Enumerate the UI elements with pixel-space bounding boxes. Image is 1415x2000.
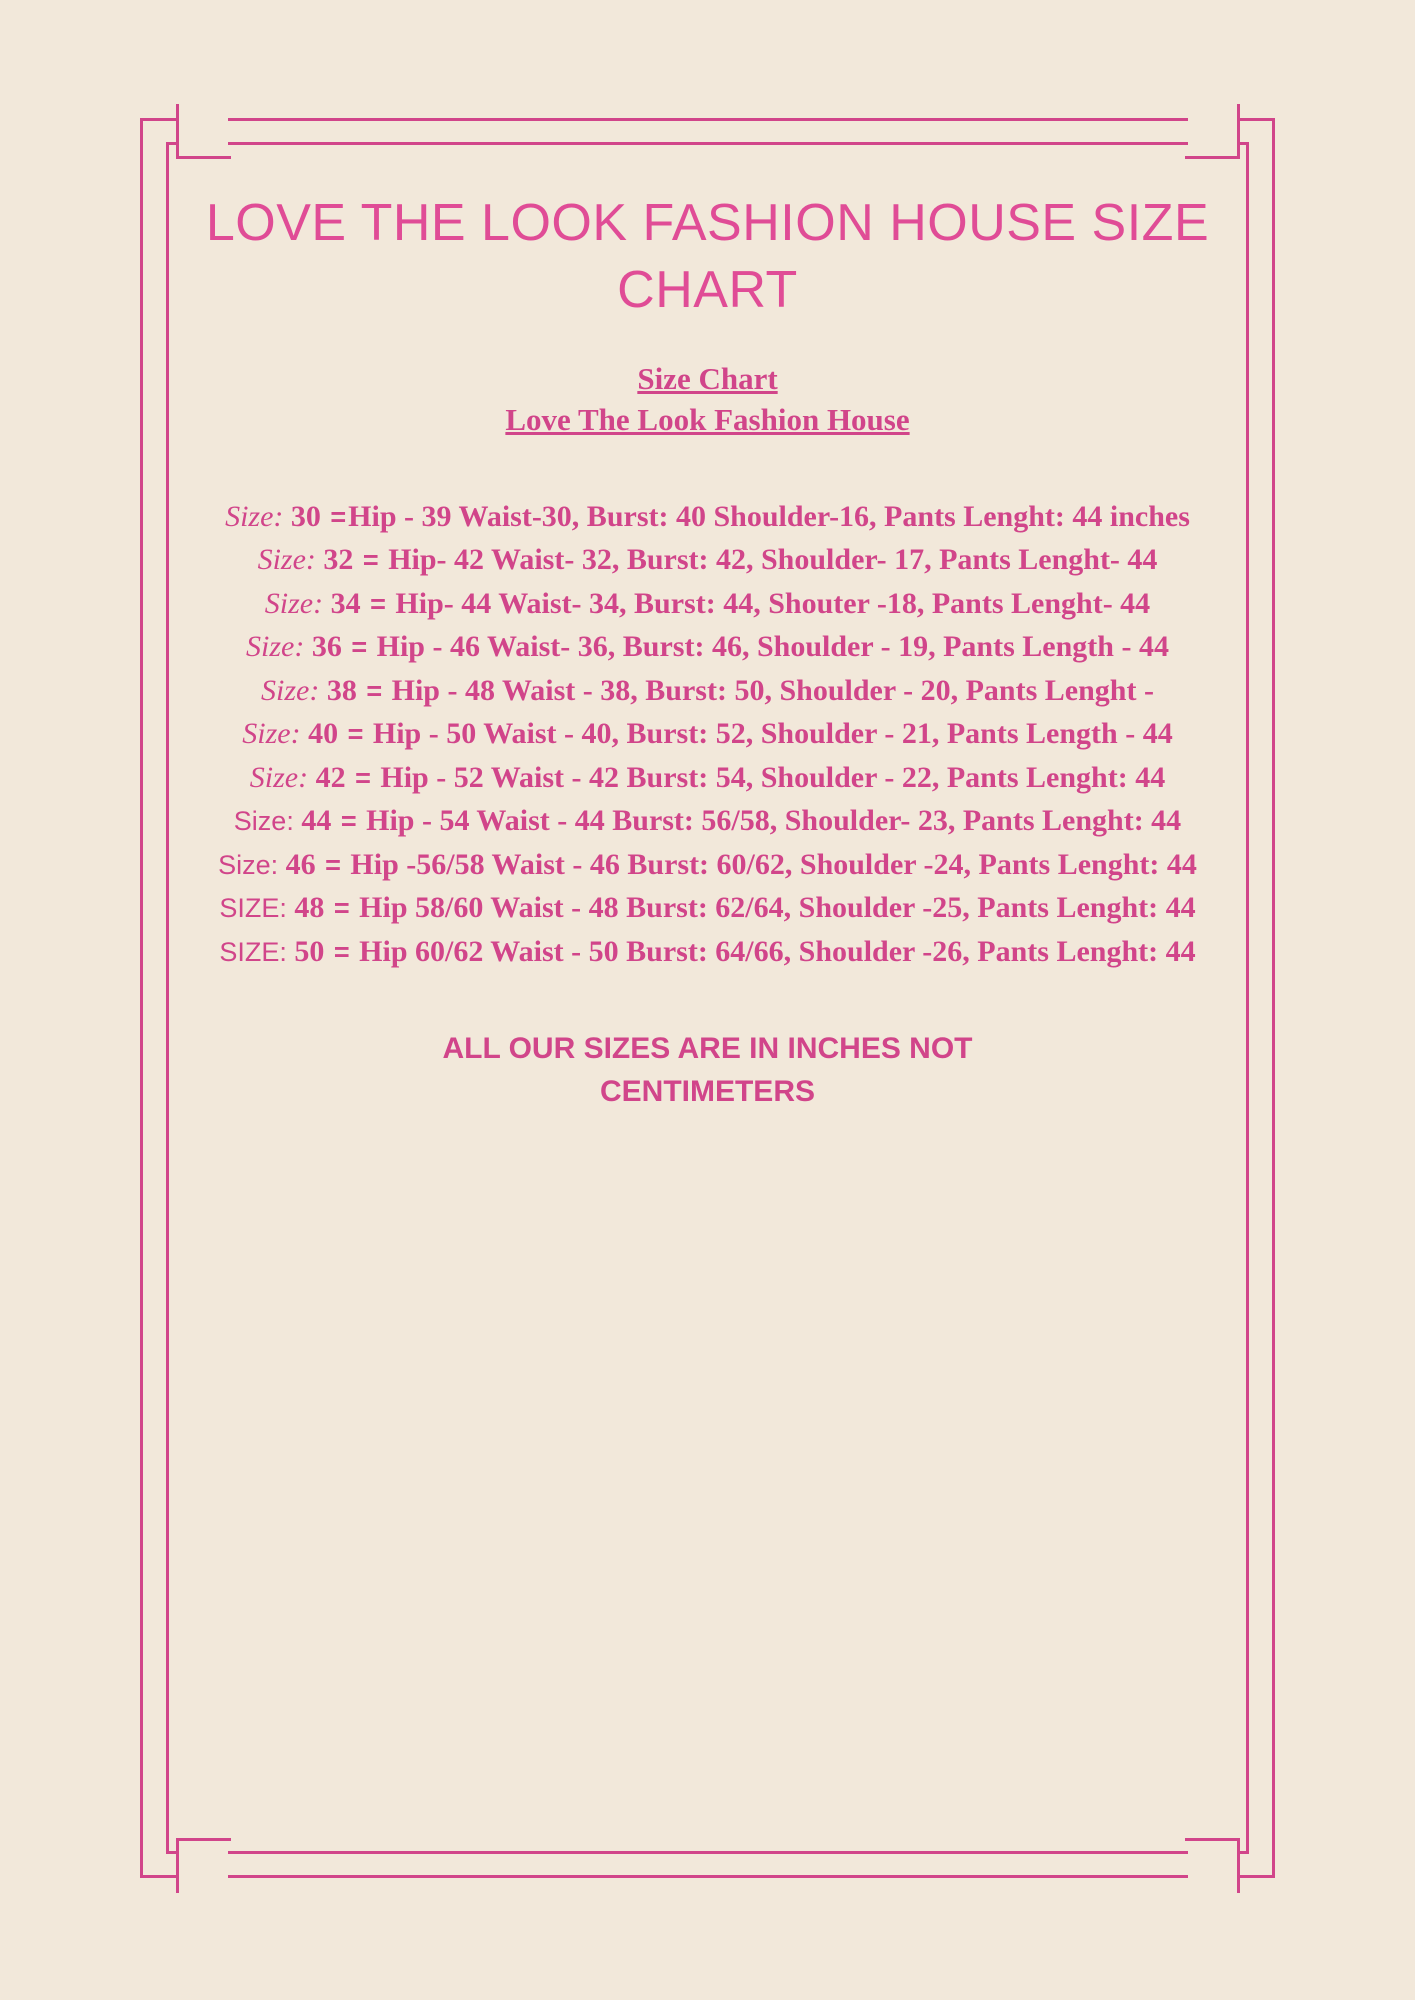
- size-label: Size:: [233, 806, 294, 837]
- size-value: 40: [308, 717, 339, 751]
- size-measurements: Hip - 48 Waist - 38, Burst: 50, Shoulder - 20, Pants Lenght -: [391, 673, 1154, 707]
- size-row: [196, 584, 1219, 625]
- size-row: [196, 801, 1219, 842]
- frame-notch-top-right: [1188, 104, 1240, 156]
- equals-sign: =: [333, 893, 350, 924]
- size-label: Size: [225, 499, 274, 533]
- size-colon: :: [309, 673, 327, 707]
- size-label: Size: [249, 760, 299, 794]
- size-colon: :: [294, 630, 312, 664]
- footer-note: [196, 1028, 1219, 1113]
- size-value: 46: [285, 847, 316, 881]
- equals-sign: =: [330, 501, 347, 532]
- frame-notch-line-bl-v: [176, 1838, 179, 1893]
- size-colon: :: [313, 586, 331, 620]
- subtitle-line-1: Size Chart: [637, 361, 778, 397]
- frame-notch-line-tr-h: [1185, 156, 1240, 159]
- size-value: 44: [301, 804, 332, 838]
- size-measurements: Hip - 50 Waist - 40, Burst: 52, Shoulder - 21, Pants Length - 44: [372, 717, 1173, 751]
- size-label: Size: [242, 717, 291, 751]
- size-colon: :: [290, 717, 309, 751]
- size-measurements: Hip - 39 Waist-30, Burst: 40 Shoulder-16, Pants Lenght: 44 inches: [348, 499, 1190, 533]
- size-row: [196, 932, 1219, 973]
- subtitle-block: [196, 359, 1219, 441]
- subtitle-line-2: Love The Look Fashion House: [505, 402, 910, 437]
- page-title: LOVE THE LOOK FASHION HOUSE SIZE CHART: [205, 194, 1210, 319]
- size-value: 32: [323, 543, 354, 577]
- size-value: 42: [315, 760, 346, 794]
- size-label: SIZE:: [219, 936, 287, 967]
- size-row: [196, 888, 1219, 929]
- equals-sign: =: [351, 632, 368, 663]
- size-measurements: Hip- 42 Waist- 32, Burst: 42, Shoulder- 17, Pants Lenght- 44: [388, 543, 1158, 577]
- size-measurements: Hip - 54 Waist - 44 Burst: 56/58, Shoulder- 23, Pants Lenght: 44: [366, 804, 1182, 838]
- equals-sign: =: [347, 719, 364, 750]
- frame-notch-line-br-v: [1237, 1838, 1240, 1893]
- size-colon: :: [273, 499, 291, 533]
- frame-notch-line-tl-h: [176, 156, 231, 159]
- footer-line-2: CENTIMETERS: [599, 1075, 815, 1108]
- frame-notch-line-tr-v: [1237, 104, 1240, 159]
- size-value: 30: [290, 499, 321, 533]
- chart-content: [196, 170, 1219, 1114]
- equals-sign: =: [366, 675, 383, 706]
- size-rows: [196, 497, 1219, 973]
- size-value: 50: [294, 934, 325, 968]
- size-label: Size: [264, 586, 314, 620]
- footer-line-1: ALL OUR SIZES ARE IN INCHES NOT: [442, 1032, 973, 1066]
- frame-notch-line-br-h: [1185, 1838, 1240, 1841]
- size-measurements: Hip - 52 Waist - 42 Burst: 54, Shoulder - 22, Pants Lenght: 44: [380, 760, 1166, 794]
- size-colon: :: [305, 543, 324, 577]
- size-measurements: Hip - 46 Waist- 36, Burst: 46, Shoulder - 19, Pants Length - 44: [376, 630, 1169, 664]
- size-measurements: Hip 58/60 Waist - 48 Burst: 62/64, Shoulder -25, Pants Lenght: 44: [359, 891, 1196, 925]
- frame-notch-line-bl-h: [176, 1838, 231, 1841]
- size-row: [196, 714, 1219, 755]
- frame-notch-line-tl-v: [176, 104, 179, 159]
- size-label: Size: [261, 673, 310, 707]
- size-row: [196, 758, 1219, 799]
- size-measurements: Hip -56/58 Waist - 46 Burst: 60/62, Shoulder -24, Pants Lenght: 44: [350, 847, 1197, 881]
- size-label: Size:: [218, 849, 279, 880]
- frame-notch-bottom-right: [1188, 1840, 1240, 1892]
- equals-sign: =: [340, 806, 357, 837]
- size-value: 34: [330, 586, 361, 620]
- size-row: [196, 845, 1219, 886]
- size-row: [196, 627, 1219, 668]
- frame-notch-bottom-left: [176, 1840, 228, 1892]
- frame-notch-top-left: [176, 104, 228, 156]
- size-label: SIZE:: [219, 893, 287, 924]
- equals-sign: =: [362, 545, 379, 576]
- size-row: [196, 671, 1219, 712]
- size-label: Size: [257, 543, 306, 577]
- size-row: [196, 540, 1219, 581]
- size-measurements: Hip- 44 Waist- 34, Burst: 44, Shouter -18, Pants Lenght- 44: [395, 586, 1151, 620]
- size-value: 48: [294, 891, 325, 925]
- size-value: 38: [326, 673, 357, 707]
- equals-sign: =: [325, 849, 341, 880]
- size-measurements: Hip 60/62 Waist - 50 Burst: 64/66, Shoulder -26, Pants Lenght: 44: [359, 934, 1196, 968]
- size-row: [196, 497, 1219, 538]
- equals-sign: =: [333, 936, 350, 967]
- equals-sign: =: [370, 588, 386, 619]
- size-value: 36: [311, 630, 342, 664]
- equals-sign: =: [355, 762, 371, 793]
- size-colon: :: [298, 760, 316, 794]
- size-label: Size: [246, 630, 295, 664]
